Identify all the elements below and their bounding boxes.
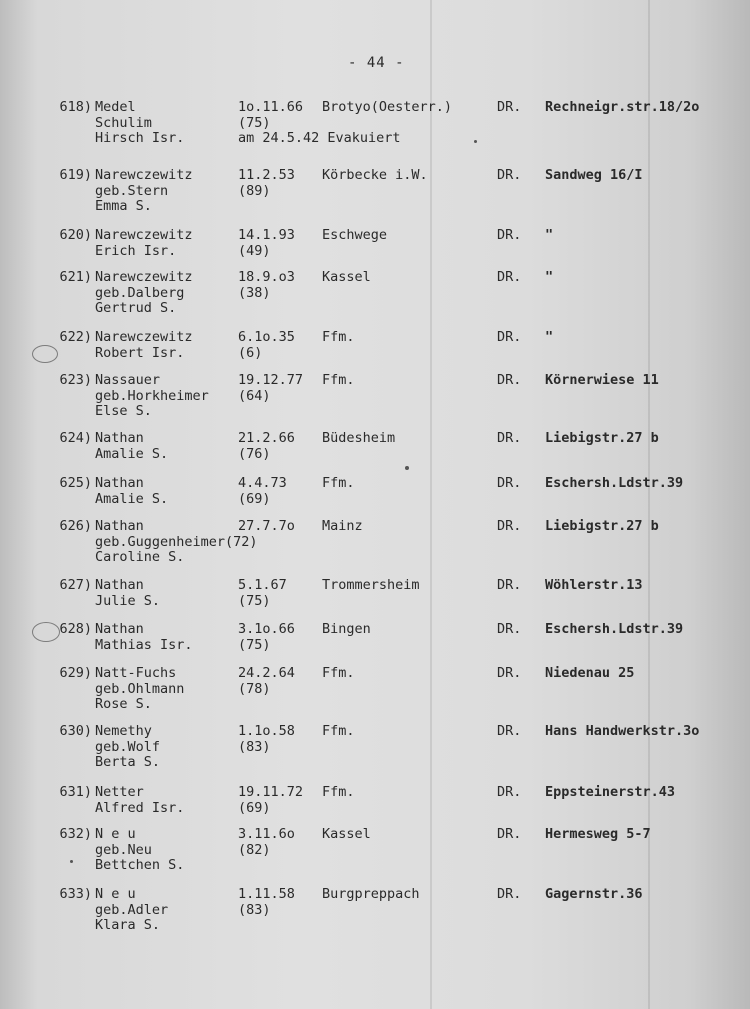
address: Sandweg 16/I [545, 167, 643, 183]
birth-date-age [238, 168, 295, 199]
ink-speck [70, 860, 73, 863]
birthplace: Burgpreppach [322, 886, 420, 902]
birth-date-age-line: 3.1o.66 [238, 621, 295, 637]
address: Wöhlerstr.13 [545, 577, 643, 593]
entry-number: 627) [59, 577, 92, 593]
person-name-line: Rose S. [95, 696, 152, 712]
entry-number: 630) [59, 723, 92, 739]
birth-date-age-line: 1.11.58 [238, 886, 295, 902]
address: " [545, 227, 554, 243]
birthplace: Kassel [322, 826, 371, 842]
person-name-line: Julie S. [95, 592, 161, 609]
address: " [545, 329, 554, 345]
destination: DR. [497, 826, 522, 842]
birth-date-age-line: (83) [238, 738, 271, 755]
birth-date-age-line: (69) [238, 490, 271, 507]
person-name [95, 519, 258, 566]
birth-date-age-line [238, 535, 295, 551]
birth-date-age-line: (83) [238, 901, 271, 918]
birth-date-age [238, 827, 295, 858]
person-name-line: Netter [95, 784, 144, 800]
address: Liebigstr.27 b [545, 430, 659, 446]
birth-date-age-line: 4.4.73 [238, 475, 287, 491]
destination: DR. [497, 665, 522, 681]
destination: DR. [497, 167, 522, 183]
birth-date-age-line: am 24.5.42 Evakuiert [238, 130, 401, 146]
person-name-line: Amalie S. [95, 490, 169, 507]
birth-date-age [238, 228, 295, 259]
birthplace: Bingen [322, 621, 371, 637]
ink-smudge [32, 345, 58, 363]
person-name-line: Amalie S. [95, 445, 169, 462]
birth-date-age [238, 724, 295, 755]
birth-date-age [238, 887, 295, 918]
person-name-line: Berta S. [95, 754, 161, 770]
birth-date-age-line: 14.1.93 [238, 227, 295, 243]
destination: DR. [497, 430, 522, 446]
birth-date-age [238, 330, 295, 361]
person-name-line: Nathan [95, 475, 144, 491]
person-name [95, 330, 193, 361]
birth-date-age-line: (69) [238, 799, 271, 816]
destination: DR. [497, 227, 522, 243]
address: Liebigstr.27 b [545, 518, 659, 534]
address: Eppsteinerstr.43 [545, 784, 676, 800]
destination: DR. [497, 784, 522, 800]
person-name-line: Nathan [95, 430, 144, 446]
person-name-line: geb.Wolf [95, 738, 161, 755]
person-name-line: Nathan [95, 577, 144, 593]
birthplace: Körbecke i.W. [322, 167, 428, 183]
person-name-line: geb.Adler [95, 901, 169, 918]
entry-number: 619) [59, 167, 92, 183]
person-name-line: Gertrud S. [95, 300, 177, 316]
entry-number: 628) [59, 621, 92, 637]
entry-number: 618) [59, 99, 92, 115]
destination: DR. [497, 621, 522, 637]
person-name-line: geb.Guggenheimer(72) [95, 533, 258, 550]
birthplace: Trommersheim [322, 577, 420, 593]
person-name-line: Natt-Fuchs [95, 665, 177, 681]
birth-date-age [238, 785, 303, 816]
person-name [95, 100, 184, 147]
birth-date-age-line: 1.1o.58 [238, 723, 295, 739]
birth-date-age-line: 5.1.67 [238, 577, 287, 593]
fold-line [430, 0, 432, 1009]
birth-date-age-line: (75) [238, 114, 271, 131]
destination: DR. [497, 99, 522, 115]
entry-number: 626) [59, 518, 92, 534]
person-name [95, 431, 168, 462]
birth-date-age-line: 3.11.6o [238, 826, 295, 842]
birth-date-age [238, 622, 295, 653]
birth-date-age-line: (75) [238, 592, 271, 609]
birth-date-age-line: 27.7.7o [238, 518, 295, 534]
person-name [95, 578, 160, 609]
birth-date-age [238, 431, 295, 462]
birth-date-age-line: 11.2.53 [238, 167, 295, 183]
birth-date-age-line: 19.12.77 [238, 372, 304, 388]
person-name-line: Bettchen S. [95, 857, 185, 873]
birthplace: Ffm. [322, 665, 355, 681]
person-name-line: Nathan [95, 518, 144, 534]
address: Rechneigr.str.18/2o [545, 99, 700, 115]
person-name-line: Else S. [95, 403, 152, 419]
birthplace: Brotyo(Oesterr.) [322, 99, 453, 115]
person-name-line: Emma S. [95, 198, 152, 214]
person-name-line: Narewczewitz [95, 227, 193, 243]
person-name-line: Nemethy [95, 723, 152, 739]
address: Hermesweg 5-7 [545, 826, 651, 842]
person-name-line: Schulim [95, 114, 152, 131]
person-name-line: Klara S. [95, 917, 161, 933]
entry-number: 621) [59, 269, 92, 285]
person-name-line: Medel [95, 99, 136, 115]
birth-date-age-line: (38) [238, 284, 271, 301]
address: Niedenau 25 [545, 665, 635, 681]
entry-number: 624) [59, 430, 92, 446]
person-name-line: Nassauer [95, 372, 161, 388]
person-name-line: Nathan [95, 621, 144, 637]
birth-date-age [238, 578, 287, 609]
address: Gagernstr.36 [545, 886, 643, 902]
birth-date-age-line: (82) [238, 841, 271, 858]
person-name-line: Erich Isr. [95, 242, 177, 259]
address: Eschersh.Ldstr.39 [545, 475, 684, 491]
ink-speck [405, 466, 409, 470]
person-name [95, 724, 160, 771]
address: Körnerwiese 11 [545, 372, 659, 388]
person-name [95, 622, 193, 653]
entry-number: 632) [59, 826, 92, 842]
person-name [95, 168, 193, 215]
birthplace: Ffm. [322, 372, 355, 388]
entry-number: 623) [59, 372, 92, 388]
person-name-line: N e u [95, 826, 136, 842]
birth-date-age-line: 21.2.66 [238, 430, 295, 446]
entry-number: 620) [59, 227, 92, 243]
address: Eschersh.Ldstr.39 [545, 621, 684, 637]
birth-date-age [238, 519, 295, 550]
person-name-line: N e u [95, 886, 136, 902]
entry-number: 625) [59, 475, 92, 491]
birth-date-age [238, 373, 303, 404]
destination: DR. [497, 518, 522, 534]
birthplace: Ffm. [322, 329, 355, 345]
destination: DR. [497, 577, 522, 593]
address: Hans Handwerkstr.3o [545, 723, 700, 739]
destination: DR. [497, 723, 522, 739]
birthplace: Ffm. [322, 784, 355, 800]
destination: DR. [497, 269, 522, 285]
ink-smudge [32, 622, 60, 642]
birth-date-age-line: (76) [238, 445, 271, 462]
entry-number: 622) [59, 329, 92, 345]
birthplace: Ffm. [322, 475, 355, 491]
destination: DR. [497, 329, 522, 345]
person-name-line: geb.Stern [95, 182, 169, 199]
person-name [95, 666, 184, 713]
person-name-line: Narewczewitz [95, 269, 193, 285]
birth-date-age [238, 270, 295, 301]
birthplace: Ffm. [322, 723, 355, 739]
entry-number: 633) [59, 886, 92, 902]
person-name [95, 785, 184, 816]
address: " [545, 269, 554, 285]
destination: DR. [497, 886, 522, 902]
birthplace: Büdesheim [322, 430, 396, 446]
birth-date-age-line: (89) [238, 182, 271, 199]
destination: DR. [497, 372, 522, 388]
birth-date-age-line: 18.9.o3 [238, 269, 295, 285]
birth-date-age-line: 6.1o.35 [238, 329, 295, 345]
birth-date-age-line: 24.2.64 [238, 665, 295, 681]
person-name [95, 827, 184, 874]
person-name [95, 476, 168, 507]
birth-date-age [238, 476, 287, 507]
birth-date-age-line: (64) [238, 387, 271, 404]
destination: DR. [497, 475, 522, 491]
person-name-line: Robert Isr. [95, 344, 185, 361]
person-name [95, 228, 193, 259]
person-name-line: Narewczewitz [95, 329, 193, 345]
person-name-line: Caroline S. [95, 549, 185, 565]
birth-date-age-line: (49) [238, 242, 271, 259]
birthplace: Eschwege [322, 227, 388, 243]
entry-number: 629) [59, 665, 92, 681]
birth-date-age-line: 19.11.72 [238, 784, 304, 800]
person-name-line: Mathias Isr. [95, 636, 193, 653]
birth-date-age-line: (78) [238, 680, 271, 697]
person-name-line: geb.Neu [95, 841, 152, 858]
person-name-line: geb.Dalberg [95, 284, 185, 301]
birth-date-age-line: (6) [238, 344, 263, 361]
birth-date-age-line: 1o.11.66 [238, 99, 304, 115]
person-name-line: Alfred Isr. [95, 799, 185, 816]
birth-date-age-line: (75) [238, 636, 271, 653]
person-name [95, 887, 168, 934]
birthplace: Kassel [322, 269, 371, 285]
person-name [95, 270, 193, 317]
fold-line [648, 0, 650, 1009]
person-name [95, 373, 209, 420]
person-name-line: Narewczewitz [95, 167, 193, 183]
person-name-line: geb.Horkheimer [95, 387, 209, 404]
ink-speck [474, 140, 477, 143]
birth-date-age [238, 666, 295, 697]
birthplace: Mainz [322, 518, 363, 534]
entry-number: 631) [59, 784, 92, 800]
person-name-line: Hirsch Isr. [95, 130, 185, 146]
page-number: - 44 - [348, 55, 405, 71]
person-name-line: geb.Ohlmann [95, 680, 185, 697]
